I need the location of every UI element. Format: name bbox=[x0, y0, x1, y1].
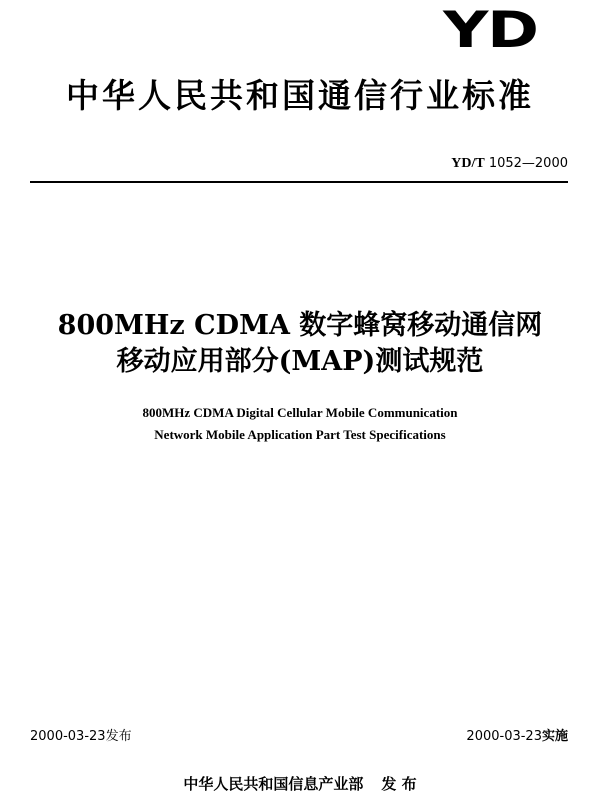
chinese-title-line-1: 800MHz CDMA 数字蜂窝移动通信网 bbox=[57, 310, 543, 341]
effective-date-value: 2000-03-23 bbox=[466, 729, 542, 744]
effective-label: 实施 bbox=[541, 729, 568, 744]
header-divider bbox=[30, 181, 568, 183]
publisher-line bbox=[0, 775, 600, 793]
issue-date bbox=[30, 729, 132, 745]
publisher-action: 发 布 bbox=[381, 775, 417, 793]
standard-prefix: YD/T bbox=[451, 156, 485, 171]
publisher-name: 中华人民共和国信息产业部 bbox=[183, 775, 364, 793]
yd-logo: YD bbox=[443, 1, 538, 59]
english-title-line-1: 800MHz CDMA Digital Cellular Mobile Communication bbox=[142, 405, 458, 420]
english-title-line-2: Network Mobile Application Part Test Specifications bbox=[154, 427, 446, 442]
issue-date-value: 2000-03-23 bbox=[30, 729, 106, 744]
effective-date bbox=[466, 729, 568, 745]
standard-number bbox=[451, 156, 568, 172]
issuing-body-title: 中华人民共和国通信行业标准 bbox=[66, 76, 534, 115]
chinese-title-line-2: 移动应用部分(MAP)测试规范 bbox=[116, 346, 484, 377]
issue-label: 发布 bbox=[105, 729, 132, 744]
standard-code: 1052—2000 bbox=[488, 156, 568, 171]
